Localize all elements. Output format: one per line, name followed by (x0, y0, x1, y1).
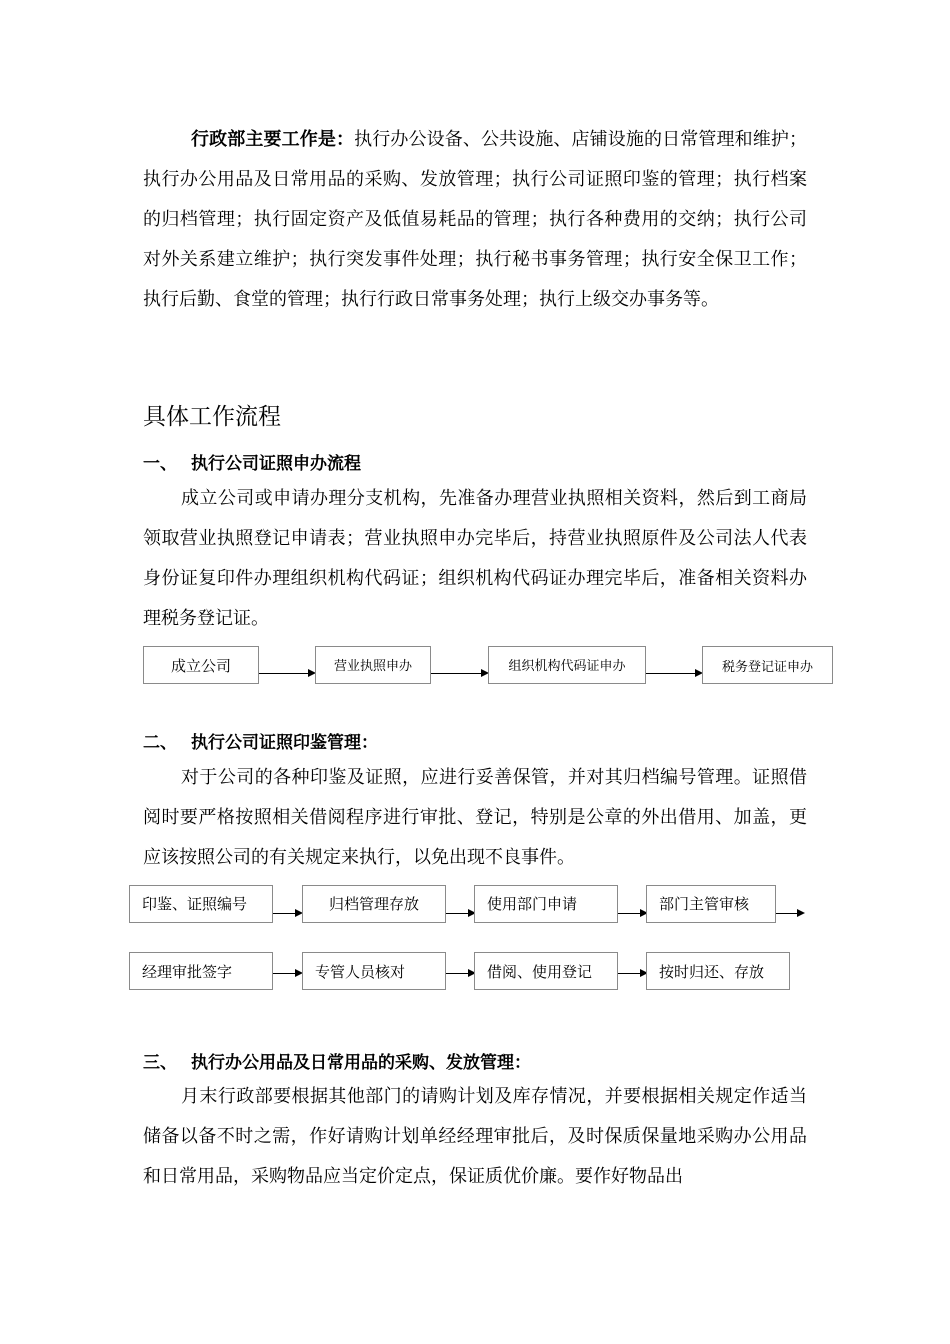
flow-step-business-license: 营业执照申办 (315, 646, 431, 684)
section-1-title: 执行公司证照申办流程 (191, 454, 361, 474)
flow-step-manager-approval: 经理审批签字 (129, 952, 273, 990)
flow-step-establish-company: 成立公司 (143, 646, 259, 684)
flow-arrow (259, 673, 314, 674)
flow-arrow (776, 913, 803, 914)
flow-arrow (431, 673, 487, 674)
flow-arrow (446, 973, 474, 974)
section-1-heading (143, 449, 361, 474)
section-2-body: 对于公司的各种印鉴及证照，应进行妥善保管，并对其归档编号管理。证照借阅时要严格按照相关借阅程序进行审批、登记，特别是公章的外出借用、加盖，更应该按照公司的有关规定来执行，以免出现不良事件。 (143, 767, 807, 868)
flow-step-return-store: 按时归还、存放 (646, 952, 790, 990)
flow-arrow (273, 973, 301, 974)
flow-step-org-code: 组织机构代码证申办 (488, 646, 646, 684)
flow-arrow (646, 673, 701, 674)
section-2-title: 执行公司证照印鉴管理： (191, 733, 378, 753)
flow-step-supervisor-review: 部门主管审核 (646, 885, 776, 923)
flow-arrow (446, 913, 474, 914)
intro-paragraph (143, 120, 807, 320)
flow-step-numbering: 印鉴、证照编号 (129, 885, 273, 923)
section-3-title: 执行办公用品及日常用品的采购、发放管理： (191, 1053, 531, 1073)
flow-step-borrow-log: 借阅、使用登记 (474, 952, 618, 990)
section-3-heading (143, 1048, 531, 1073)
intro-text: 执行办公设备、公共设施、店铺设施的日常管理和维护；执行办公用品及日常用品的采购、发放管理；执行公司证照印鉴的管理；执行档案的归档管理；执行固定资产及低值易耗品的管理；执行各种费用的交纳；执行公司对外关系建立维护；执行突发事件处理；执行秘书事务管理；执行安全保卫工作；执行后勤、食堂的管理；执行行政日常事务处理；执行上级交办事务等。 (143, 129, 808, 310)
section-1-number: 一、 (143, 454, 177, 474)
flow-arrow (618, 973, 646, 974)
page-heading: 具体工作流程 (143, 404, 281, 430)
flow-step-archive-storage: 归档管理存放 (302, 885, 446, 923)
section-3-number: 三、 (143, 1053, 177, 1073)
intro-lead: 行政部主要工作是： (191, 129, 355, 150)
section-2-number: 二、 (143, 733, 177, 753)
flow-step-verification: 专管人员核对 (302, 952, 446, 990)
section-3-body: 月末行政部要根据其他部门的请购计划及库存情况，并要根据相关规定作适当储备以备不时之需，作好请购计划单经经理审批后，及时保质保量地采购办公用品和日常用品，采购物品应当定价定点，保证质优价廉。要作好物品出 (143, 1086, 807, 1187)
section-2-heading (143, 728, 378, 753)
flow-step-tax-registration: 税务登记证申办 (702, 646, 833, 684)
flow-arrow (618, 913, 646, 914)
section-1-body: 成立公司或申请办理分支机构，先准备办理营业执照相关资料，然后到工商局领取营业执照登记申请表；营业执照申办完毕后，持营业执照原件及公司法人代表身份证复印件办理组织机构代码证；组织机构代码证办理完毕后，准备相关资料办理税务登记证。 (143, 488, 807, 629)
flow-step-dept-request: 使用部门申请 (474, 885, 618, 923)
flow-arrow (273, 913, 301, 914)
